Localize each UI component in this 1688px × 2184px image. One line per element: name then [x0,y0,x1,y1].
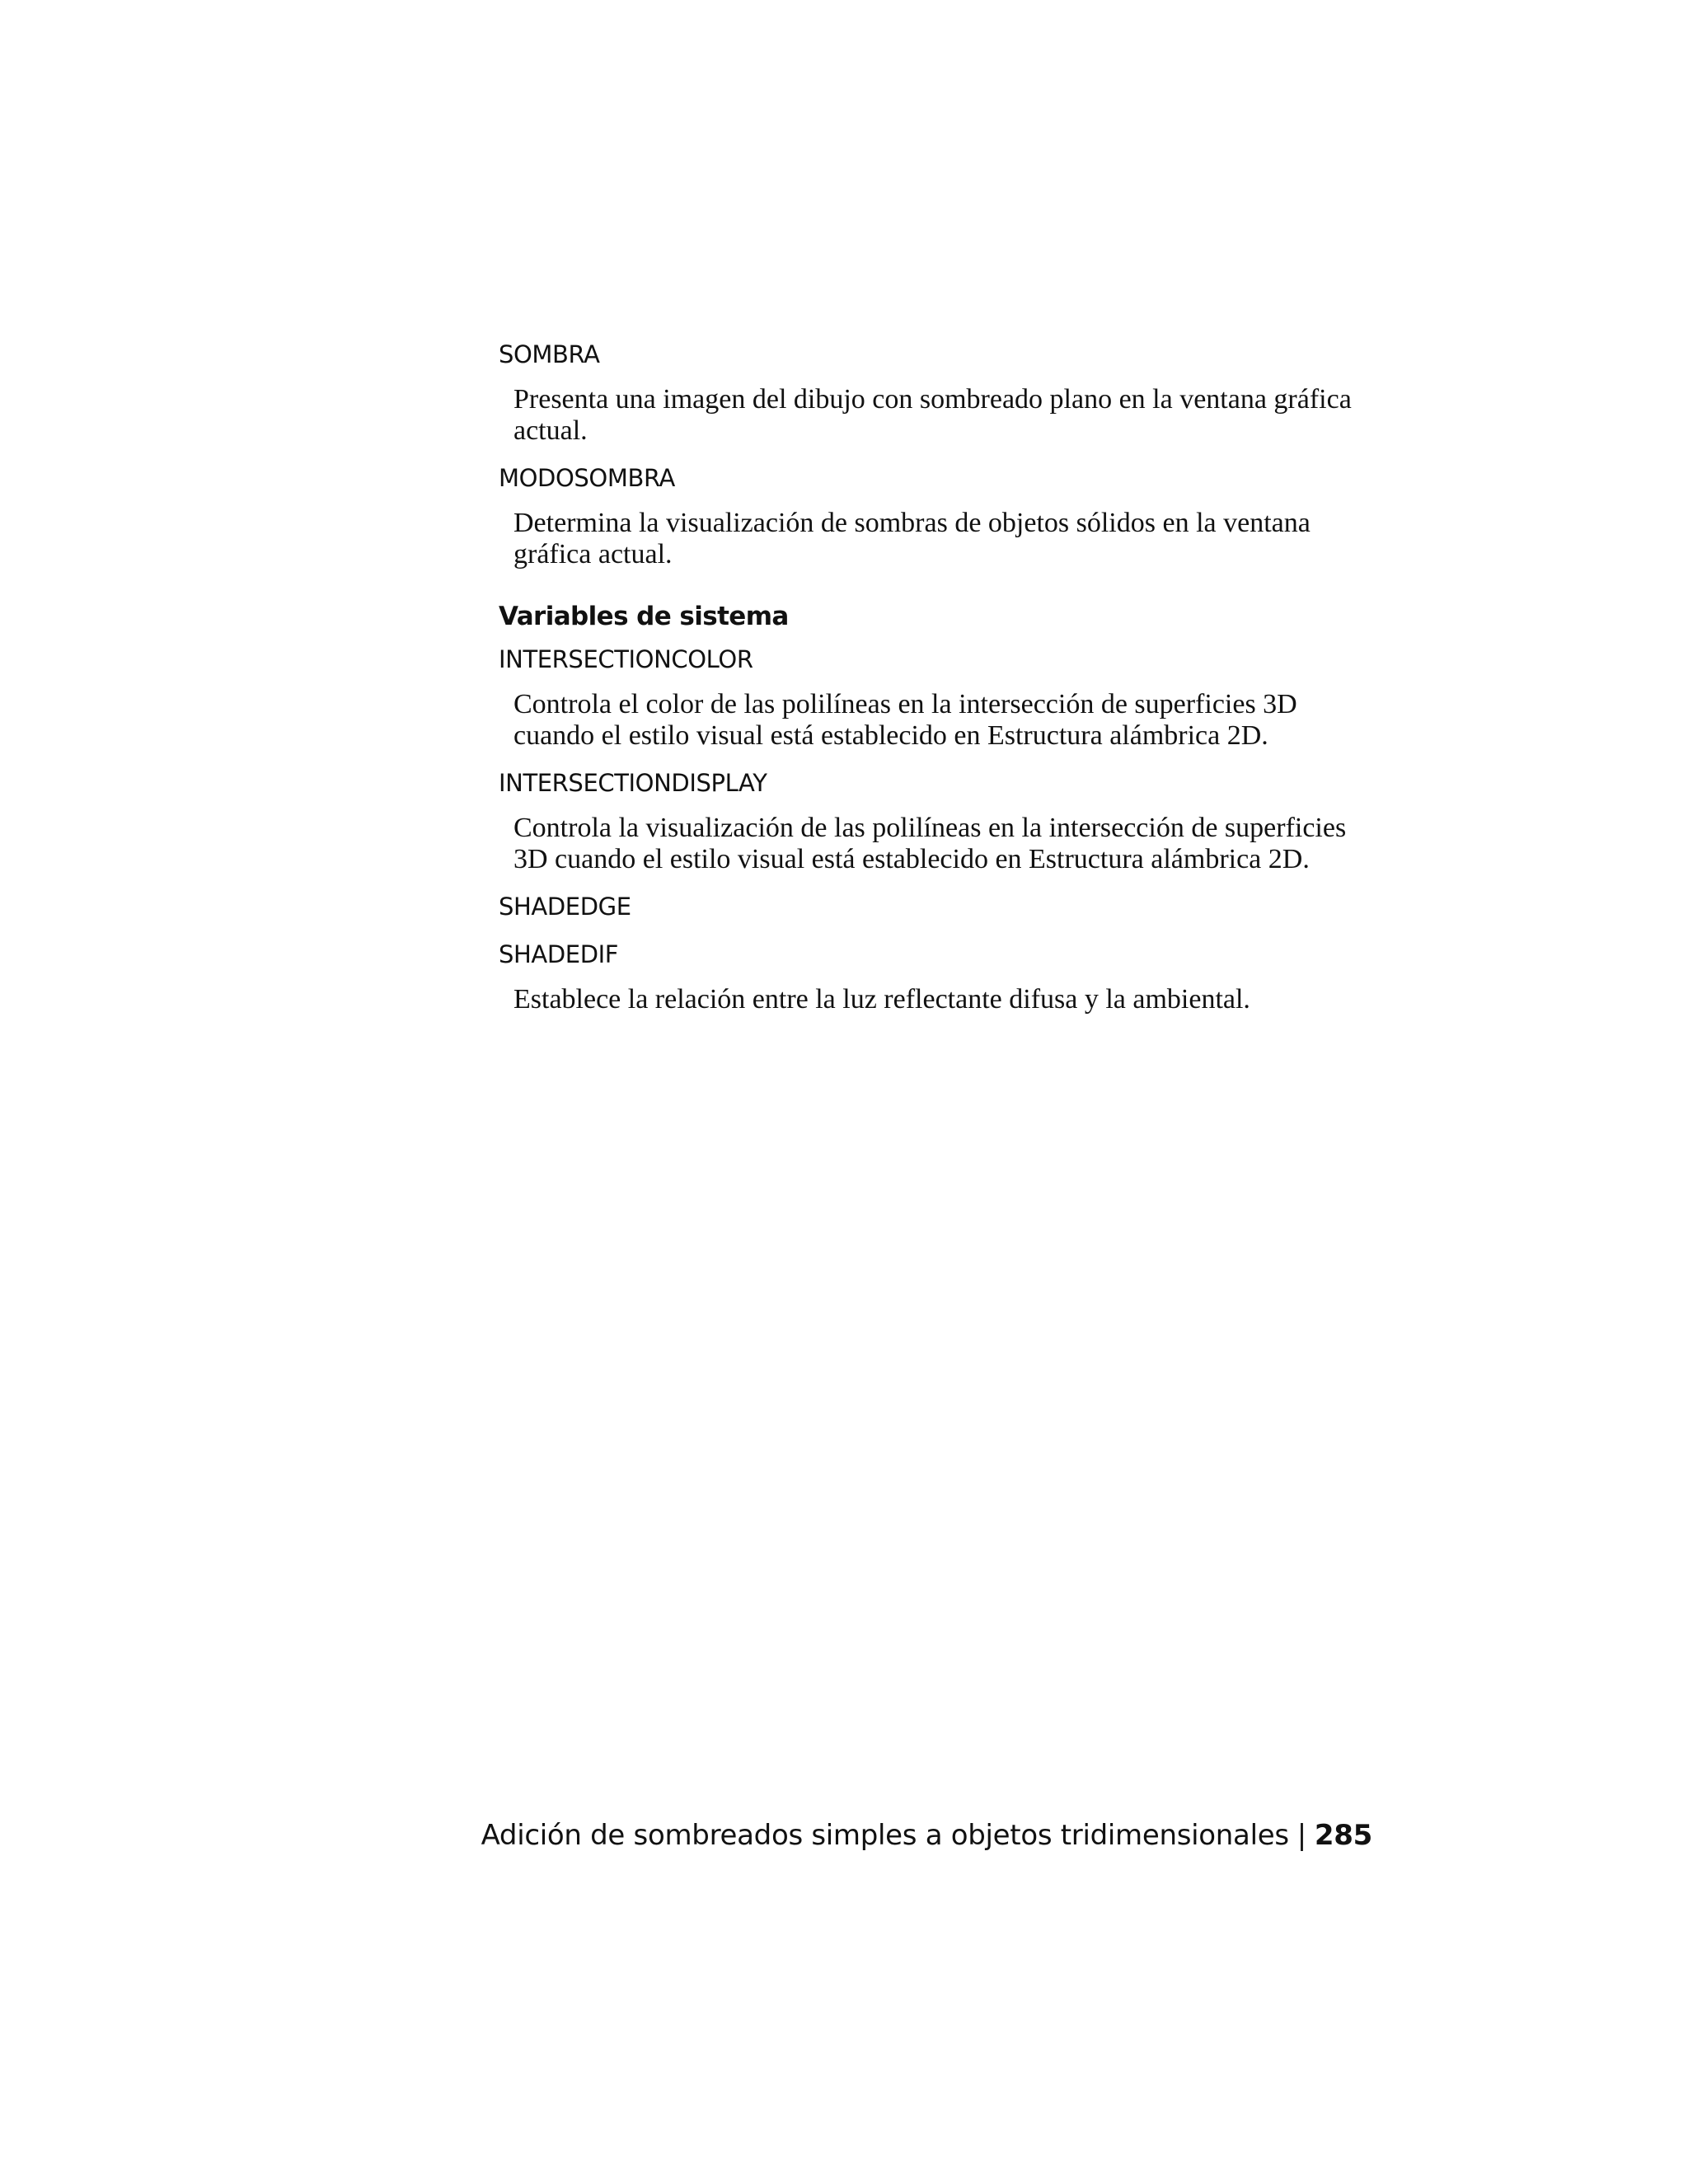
description-sombra: Presenta una imagen del dibujo con sombreado plano en la ventana gráfica actual. [513,384,1352,446]
description-shadedif: Establece la relación entre la luz reflectante difusa y la ambiental. [513,984,1250,1015]
term-intersectiondisplay: INTERSECTIONDISPLAY [499,769,767,797]
footer-separator: | [1296,1819,1306,1852]
description-intersectioncolor: Controla el color de las polilíneas en la intersección de superficies 3D cuando el estilo visual está establecido en Estructura alámbrica 2D. [513,689,1297,751]
section-title: Variables de sistema [499,602,789,631]
term-intersectioncolor: INTERSECTIONCOLOR [499,645,753,673]
footer-chapter-title: Adición de sombreados simples a objetos tridimensionales [481,1819,1289,1852]
description-intersectiondisplay: Controla la visualización de las polilíneas en la intersección de superficies 3D cuando el estilo visual está establecido en Estructura alámbrica 2D. [513,813,1347,874]
page-content [499,338,1372,1030]
term-modosombra: MODOSOMBRA [499,464,675,492]
page-number: 285 [1314,1819,1372,1852]
description-modosombra: Determina la visualización de sombras de objetos sólidos en la ventana gráfica actual. [513,508,1311,569]
term-shadedge: SHADEDGE [499,893,631,921]
page-footer [481,1817,1372,1854]
term-sombra: SOMBRA [499,340,600,368]
term-shadedif: SHADEDIF [499,940,619,968]
